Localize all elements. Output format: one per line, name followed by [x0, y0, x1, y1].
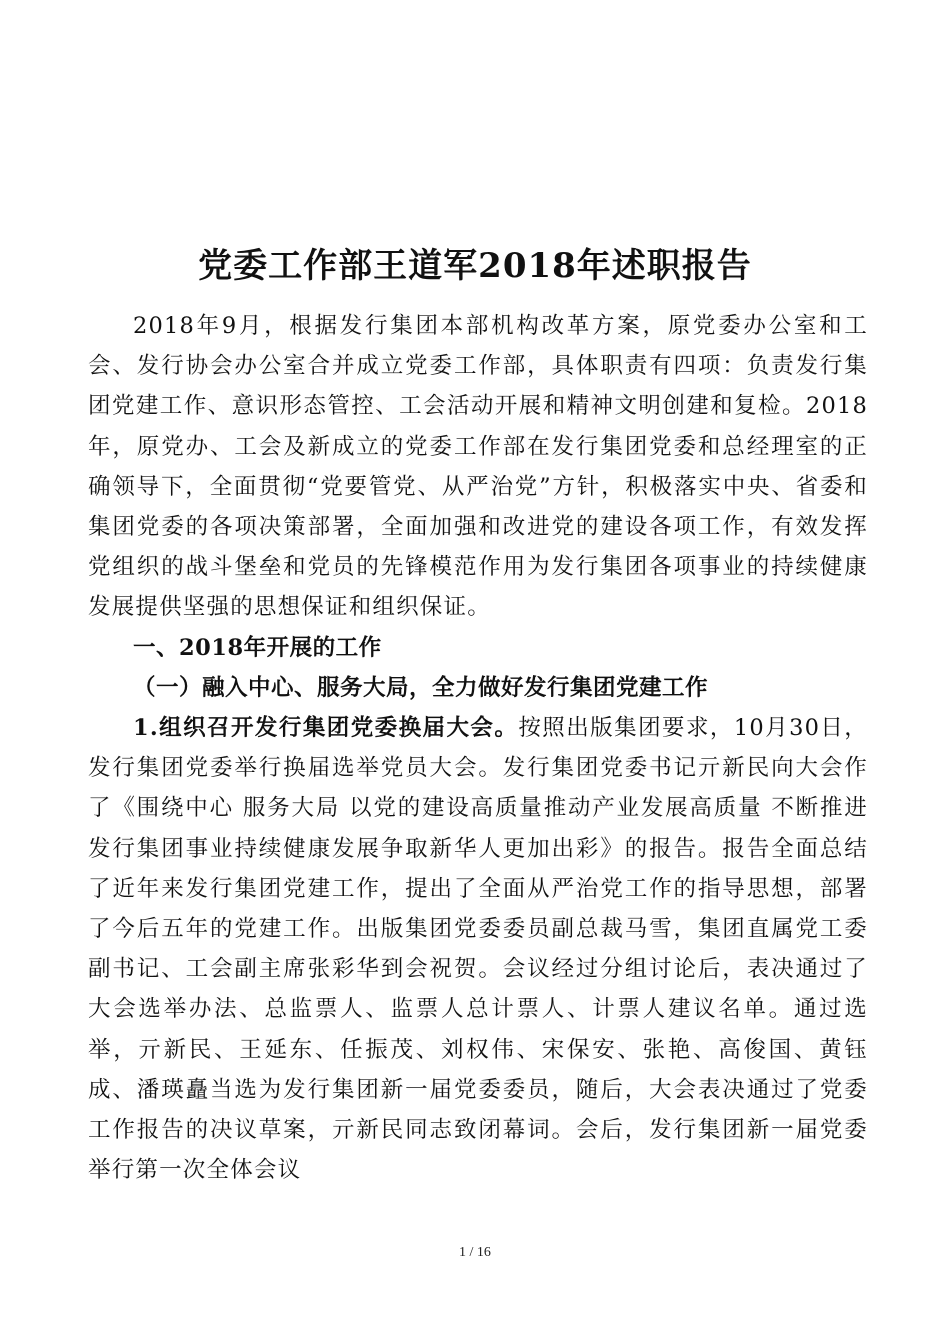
subsection-heading: （一）融入中心、服务大局，全力做好发行集团党建工作 — [133, 674, 709, 701]
intro-paragraph: 2018年9月，根据发行集团本部机构改革方案，原党委办公室和工会、发行协会办公室合并成立党委工作部，具体职责有四项：负责发行集团党建工作、意识形态管控、工会活动开展和精神文明创建和复检。2018年，原党办、工会及新成立的党委工作部在发行集团党委和总经理室的正确领导下，全面贯彻“党要管党、从严治党”方针，积极落实中央、省委和集团党委的各项决策部署，全面加强和改进党的建设各项工作，有效发挥党组织的战斗堡垒和党员的先锋模范作用为发行集团各项事业的持续健康发展提供坚强的思想保证和组织保证。 — [88, 313, 868, 621]
document-title: 党委工作部王道军2018年述职报告 — [198, 245, 752, 286]
item-paragraph — [88, 708, 868, 1190]
page-indicator: 1 / 16 — [459, 1245, 491, 1260]
document-body — [88, 306, 868, 1190]
section-heading: 一、2018年开展的工作 — [133, 634, 382, 661]
item-text: 按照出版集团要求，10月30日，发行集团党委举行换届选举党员大会。发行集团党委书记亓新民向大会作了《围绕中心 服务大局 以党的建设高质量推动产业发展高质量 不断推进发行集团事业持续健康发展争取新华人更加出彩》的报告。报告全面总结了近年来发行集团党建工作，提出了全面从严治党工作的指导思想，部署了今后五年的党建工作。出版集团党委委员副总裁马雪，集团直属党工委副书记、工会副主席张彩华到会祝贺。会议经过分组讨论后，表决通过了大会选举办法、总监票人、监票人总计票人、计票人建议名单。通过选举，亓新民、王延东、任振茂、刘权伟、宋保安、张艳、高俊国、黄钰成、潘瑛矗当选为发行集团新一届党委委员，随后，大会表决通过了党委工作报告的决议草案，亓新民同志致闭幕词。会后，发行集团新一届党委举行第一次全体会议 — [88, 715, 869, 1184]
item-lead: 1.组织召开发行集团党委换届大会。 — [133, 715, 519, 742]
